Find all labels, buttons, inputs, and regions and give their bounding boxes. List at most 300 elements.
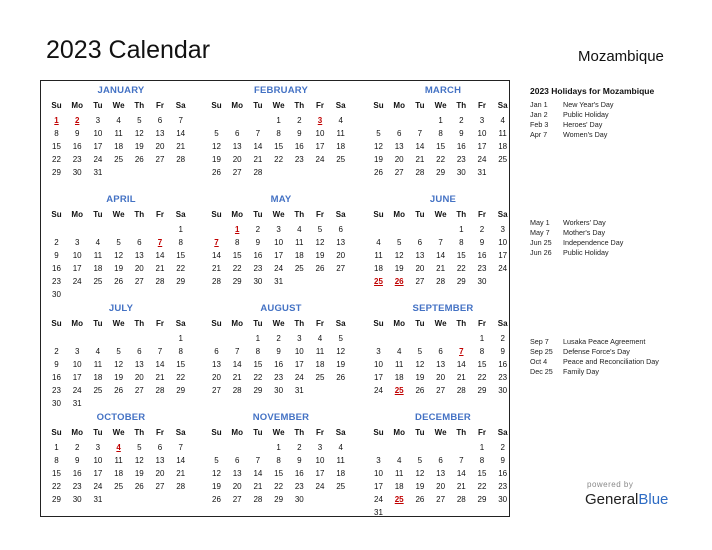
day-cell[interactable]: 29	[52, 167, 61, 177]
day-cell[interactable]: 7	[459, 455, 464, 465]
generalblue-logo[interactable]	[585, 491, 668, 508]
day-cell[interactable]: 21	[155, 372, 165, 382]
day-cell[interactable]: 1	[459, 225, 464, 234]
day-cell[interactable]: 5	[116, 346, 121, 356]
day-cell[interactable]: 14	[456, 359, 466, 369]
holiday-day-cell[interactable]: 1	[234, 225, 240, 234]
day-cell[interactable]: 13	[155, 128, 165, 138]
day-cell[interactable]: 24	[274, 263, 284, 273]
day-cell[interactable]: 20	[336, 250, 346, 260]
day-cell[interactable]: 22	[274, 154, 284, 164]
day-cell[interactable]: 10	[374, 359, 383, 369]
day-cell[interactable]: 12	[114, 250, 124, 260]
day-cell[interactable]: 1	[178, 334, 183, 343]
day-cell[interactable]: 29	[477, 385, 487, 395]
day-cell[interactable]: 11	[395, 468, 404, 478]
day-cell[interactable]: 19	[415, 372, 425, 382]
day-cell[interactable]: 19	[134, 141, 144, 151]
day-cell[interactable]: 18	[93, 263, 103, 273]
holiday-day-cell[interactable]: 25	[394, 494, 404, 504]
day-cell[interactable]: 23	[498, 481, 508, 491]
day-cell[interactable]: 2	[500, 443, 505, 452]
day-cell[interactable]: 25	[114, 154, 124, 164]
day-cell[interactable]: 3	[297, 334, 302, 343]
day-cell[interactable]: 23	[274, 372, 284, 382]
day-cell[interactable]: 21	[415, 154, 425, 164]
day-cell[interactable]: 28	[456, 494, 466, 504]
day-cell[interactable]: 27	[155, 481, 165, 491]
day-cell[interactable]: 24	[93, 481, 103, 491]
day-cell[interactable]: 13	[232, 141, 242, 151]
day-cell[interactable]: 28	[456, 385, 466, 395]
day-cell[interactable]: 18	[336, 468, 346, 478]
day-cell[interactable]: 17	[498, 250, 508, 260]
day-cell[interactable]: 8	[459, 237, 464, 247]
day-cell[interactable]: 17	[72, 372, 82, 382]
day-cell[interactable]: 17	[93, 468, 103, 478]
day-cell[interactable]: 3	[74, 346, 80, 356]
day-cell[interactable]: 7	[234, 346, 240, 356]
day-cell[interactable]: 13	[436, 468, 446, 478]
day-cell[interactable]: 9	[297, 455, 302, 465]
day-cell[interactable]: 2	[459, 116, 464, 125]
day-cell[interactable]: 8	[54, 128, 59, 138]
day-cell[interactable]: 7	[255, 128, 261, 138]
day-cell[interactable]: 8	[438, 128, 443, 138]
day-cell[interactable]: 30	[477, 276, 487, 286]
day-cell[interactable]: 20	[134, 263, 144, 273]
day-cell[interactable]: 18	[93, 372, 103, 382]
day-cell[interactable]: 7	[178, 443, 183, 452]
day-cell[interactable]: 15	[52, 468, 61, 478]
day-cell[interactable]: 8	[234, 237, 240, 247]
day-cell[interactable]: 20	[436, 372, 446, 382]
day-cell[interactable]: 9	[479, 237, 485, 247]
holiday-day-cell[interactable]: 25	[374, 276, 383, 286]
day-cell[interactable]: 14	[232, 359, 242, 369]
day-cell[interactable]: 23	[456, 154, 466, 164]
day-cell[interactable]: 4	[500, 116, 505, 125]
day-cell[interactable]: 19	[114, 263, 124, 273]
day-cell[interactable]: 26	[315, 263, 325, 273]
day-cell[interactable]: 3	[95, 443, 101, 452]
day-cell[interactable]: 31	[93, 167, 103, 177]
day-cell[interactable]: 5	[396, 237, 402, 247]
day-cell[interactable]: 21	[436, 263, 446, 273]
day-cell[interactable]: 5	[116, 237, 121, 247]
day-cell[interactable]: 21	[176, 468, 186, 478]
day-cell[interactable]: 7	[417, 128, 423, 138]
day-cell[interactable]: 20	[232, 154, 242, 164]
day-cell[interactable]: 21	[212, 263, 221, 273]
day-cell[interactable]: 16	[294, 468, 304, 478]
day-cell[interactable]: 10	[72, 250, 82, 260]
day-cell[interactable]: 1	[479, 443, 485, 452]
day-cell[interactable]: 29	[176, 385, 186, 395]
day-cell[interactable]: 22	[176, 263, 186, 273]
day-cell[interactable]: 1	[479, 334, 485, 343]
day-cell[interactable]: 22	[253, 372, 263, 382]
day-cell[interactable]: 10	[93, 128, 103, 138]
day-cell[interactable]: 10	[315, 455, 325, 465]
day-cell[interactable]: 27	[436, 494, 446, 504]
day-cell[interactable]: 18	[374, 263, 383, 273]
day-cell[interactable]: 11	[114, 455, 123, 465]
day-cell[interactable]: 15	[253, 359, 263, 369]
day-cell[interactable]: 8	[255, 346, 261, 356]
day-cell[interactable]: 20	[134, 372, 144, 382]
day-cell[interactable]: 2	[255, 225, 261, 234]
day-cell[interactable]: 4	[116, 116, 121, 125]
day-cell[interactable]: 4	[376, 237, 381, 247]
day-cell[interactable]: 2	[276, 334, 281, 343]
day-cell[interactable]: 26	[134, 154, 144, 164]
day-cell[interactable]: 12	[415, 468, 425, 478]
day-cell[interactable]: 24	[374, 385, 383, 395]
day-cell[interactable]: 25	[336, 154, 346, 164]
day-cell[interactable]: 28	[176, 481, 186, 491]
day-cell[interactable]: 11	[93, 250, 103, 260]
day-cell[interactable]: 29	[456, 276, 466, 286]
day-cell[interactable]: 30	[498, 385, 508, 395]
day-cell[interactable]: 18	[315, 359, 325, 369]
day-cell[interactable]: 6	[417, 237, 423, 247]
day-cell[interactable]: 22	[52, 481, 61, 491]
day-cell[interactable]: 20	[232, 481, 242, 491]
day-cell[interactable]: 12	[394, 250, 404, 260]
day-cell[interactable]: 4	[317, 334, 323, 343]
day-cell[interactable]: 15	[176, 250, 186, 260]
day-cell[interactable]: 6	[234, 455, 240, 465]
day-cell[interactable]: 17	[315, 468, 325, 478]
day-cell[interactable]: 28	[253, 167, 263, 177]
day-cell[interactable]: 15	[477, 468, 487, 478]
day-cell[interactable]: 30	[72, 494, 82, 504]
day-cell[interactable]: 1	[178, 225, 183, 234]
day-cell[interactable]: 27	[336, 263, 346, 273]
day-cell[interactable]: 21	[253, 481, 263, 491]
day-cell[interactable]: 26	[114, 276, 124, 286]
day-cell[interactable]: 25	[336, 481, 346, 491]
day-cell[interactable]: 26	[415, 385, 425, 395]
day-cell[interactable]: 23	[477, 263, 487, 273]
day-cell[interactable]: 26	[134, 481, 144, 491]
day-cell[interactable]: 3	[95, 116, 101, 125]
day-cell[interactable]: 28	[176, 154, 186, 164]
day-cell[interactable]: 29	[232, 276, 242, 286]
day-cell[interactable]: 30	[294, 494, 304, 504]
day-cell[interactable]: 6	[137, 237, 142, 247]
day-cell[interactable]: 4	[95, 346, 101, 356]
holiday-day-cell[interactable]: 1	[54, 116, 59, 125]
day-cell[interactable]: 19	[134, 468, 144, 478]
day-cell[interactable]: 12	[336, 346, 346, 356]
day-cell[interactable]: 18	[114, 468, 124, 478]
day-cell[interactable]: 21	[253, 154, 263, 164]
day-cell[interactable]: 16	[72, 468, 82, 478]
day-cell[interactable]: 11	[336, 128, 345, 138]
day-cell[interactable]: 28	[253, 494, 263, 504]
day-cell[interactable]: 4	[396, 346, 402, 356]
day-cell[interactable]: 11	[315, 346, 325, 356]
day-cell[interactable]: 31	[274, 276, 284, 286]
day-cell[interactable]: 23	[294, 154, 304, 164]
day-cell[interactable]: 22	[477, 372, 487, 382]
day-cell[interactable]: 15	[52, 141, 61, 151]
day-cell[interactable]: 18	[394, 372, 404, 382]
day-cell[interactable]: 14	[176, 455, 186, 465]
day-cell[interactable]: 30	[253, 276, 263, 286]
day-cell[interactable]: 27	[436, 385, 446, 395]
day-cell[interactable]: 13	[232, 468, 242, 478]
day-cell[interactable]: 28	[155, 385, 165, 395]
day-cell[interactable]: 14	[253, 141, 263, 151]
day-cell[interactable]: 17	[477, 141, 487, 151]
day-cell[interactable]: 27	[415, 276, 425, 286]
day-cell[interactable]: 27	[232, 167, 242, 177]
day-cell[interactable]: 24	[374, 494, 383, 504]
day-cell[interactable]: 22	[176, 372, 186, 382]
day-cell[interactable]: 12	[134, 455, 144, 465]
day-cell[interactable]: 25	[315, 372, 325, 382]
day-cell[interactable]: 30	[456, 167, 466, 177]
day-cell[interactable]: 10	[93, 455, 103, 465]
day-cell[interactable]: 6	[214, 346, 219, 356]
day-cell[interactable]: 3	[74, 237, 80, 247]
day-cell[interactable]: 12	[315, 237, 325, 247]
day-cell[interactable]: 12	[415, 359, 425, 369]
day-cell[interactable]: 24	[315, 481, 325, 491]
day-cell[interactable]: 4	[297, 225, 302, 234]
day-cell[interactable]: 30	[52, 289, 61, 299]
day-cell[interactable]: 6	[234, 128, 240, 138]
day-cell[interactable]: 14	[253, 468, 263, 478]
day-cell[interactable]: 6	[438, 346, 443, 356]
day-cell[interactable]: 22	[436, 154, 446, 164]
day-cell[interactable]: 17	[374, 372, 383, 382]
day-cell[interactable]: 30	[274, 385, 284, 395]
day-cell[interactable]: 24	[72, 385, 82, 395]
day-cell[interactable]: 25	[93, 385, 103, 395]
day-cell[interactable]: 9	[74, 455, 80, 465]
day-cell[interactable]: 9	[500, 455, 505, 465]
day-cell[interactable]: 12	[212, 468, 221, 478]
day-cell[interactable]: 29	[477, 494, 487, 504]
day-cell[interactable]: 28	[155, 276, 165, 286]
day-cell[interactable]: 28	[232, 385, 242, 395]
day-cell[interactable]: 1	[54, 443, 59, 452]
day-cell[interactable]: 13	[134, 359, 144, 369]
day-cell[interactable]: 4	[95, 237, 101, 247]
day-cell[interactable]: 22	[477, 481, 487, 491]
day-cell[interactable]: 16	[72, 141, 82, 151]
day-cell[interactable]: 8	[276, 128, 281, 138]
day-cell[interactable]: 28	[212, 276, 221, 286]
day-cell[interactable]: 10	[294, 346, 304, 356]
day-cell[interactable]: 15	[436, 141, 446, 151]
day-cell[interactable]: 8	[178, 237, 183, 247]
day-cell[interactable]: 25	[294, 263, 304, 273]
day-cell[interactable]: 16	[274, 359, 284, 369]
day-cell[interactable]: 20	[394, 154, 404, 164]
day-cell[interactable]: 9	[54, 250, 59, 260]
day-cell[interactable]: 8	[479, 455, 485, 465]
day-cell[interactable]: 11	[336, 455, 345, 465]
day-cell[interactable]: 16	[498, 468, 508, 478]
day-cell[interactable]: 9	[297, 128, 302, 138]
day-cell[interactable]: 27	[212, 385, 221, 395]
day-cell[interactable]: 2	[54, 346, 59, 356]
day-cell[interactable]: 19	[394, 263, 404, 273]
day-cell[interactable]: 14	[415, 141, 425, 151]
day-cell[interactable]: 21	[155, 263, 165, 273]
day-cell[interactable]: 30	[52, 398, 61, 408]
day-cell[interactable]: 13	[212, 359, 221, 369]
day-cell[interactable]: 26	[415, 494, 425, 504]
day-cell[interactable]: 26	[212, 167, 221, 177]
day-cell[interactable]: 31	[72, 398, 82, 408]
day-cell[interactable]: 23	[72, 154, 82, 164]
day-cell[interactable]: 4	[338, 443, 343, 452]
day-cell[interactable]: 29	[52, 494, 61, 504]
day-cell[interactable]: 29	[274, 494, 284, 504]
day-cell[interactable]: 6	[157, 443, 163, 452]
day-cell[interactable]: 23	[52, 385, 61, 395]
day-cell[interactable]: 11	[395, 359, 404, 369]
day-cell[interactable]: 24	[294, 372, 304, 382]
day-cell[interactable]: 1	[255, 334, 261, 343]
day-cell[interactable]: 23	[72, 481, 82, 491]
day-cell[interactable]: 31	[374, 507, 383, 517]
day-cell[interactable]: 4	[338, 116, 343, 125]
day-cell[interactable]: 27	[232, 494, 242, 504]
day-cell[interactable]: 13	[134, 250, 144, 260]
day-cell[interactable]: 24	[315, 154, 325, 164]
day-cell[interactable]: 15	[176, 359, 186, 369]
day-cell[interactable]: 5	[338, 334, 343, 343]
day-cell[interactable]: 6	[438, 455, 443, 465]
day-cell[interactable]: 10	[498, 237, 508, 247]
day-cell[interactable]: 19	[212, 154, 221, 164]
day-cell[interactable]: 5	[137, 443, 142, 452]
day-cell[interactable]: 20	[436, 481, 446, 491]
day-cell[interactable]: 28	[436, 276, 446, 286]
day-cell[interactable]: 6	[137, 346, 142, 356]
day-cell[interactable]: 23	[52, 276, 61, 286]
day-cell[interactable]: 1	[276, 443, 281, 452]
day-cell[interactable]: 6	[157, 116, 163, 125]
day-cell[interactable]: 22	[52, 154, 61, 164]
day-cell[interactable]: 5	[214, 455, 219, 465]
day-cell[interactable]: 13	[436, 359, 446, 369]
day-cell[interactable]: 27	[155, 154, 165, 164]
day-cell[interactable]: 8	[178, 346, 183, 356]
day-cell[interactable]: 21	[456, 481, 466, 491]
day-cell[interactable]: 9	[500, 346, 505, 356]
day-cell[interactable]: 15	[477, 359, 487, 369]
day-cell[interactable]: 19	[374, 154, 383, 164]
day-cell[interactable]: 22	[456, 263, 466, 273]
day-cell[interactable]: 5	[137, 116, 142, 125]
day-cell[interactable]: 16	[477, 250, 487, 260]
day-cell[interactable]: 2	[54, 237, 59, 247]
day-cell[interactable]: 3	[317, 443, 323, 452]
day-cell[interactable]: 14	[456, 468, 466, 478]
day-cell[interactable]: 8	[479, 346, 485, 356]
day-cell[interactable]: 12	[374, 141, 383, 151]
day-cell[interactable]: 10	[315, 128, 325, 138]
day-cell[interactable]: 17	[274, 250, 284, 260]
day-cell[interactable]: 8	[276, 455, 281, 465]
day-cell[interactable]: 21	[176, 141, 186, 151]
day-cell[interactable]: 16	[294, 141, 304, 151]
day-cell[interactable]: 12	[134, 128, 144, 138]
day-cell[interactable]: 16	[52, 263, 61, 273]
day-cell[interactable]: 23	[253, 263, 263, 273]
day-cell[interactable]: 9	[54, 359, 59, 369]
day-cell[interactable]: 11	[93, 359, 103, 369]
day-cell[interactable]: 10	[477, 128, 487, 138]
day-cell[interactable]: 11	[498, 128, 507, 138]
day-cell[interactable]: 4	[396, 455, 402, 465]
day-cell[interactable]: 18	[394, 481, 404, 491]
day-cell[interactable]: 23	[294, 481, 304, 491]
day-cell[interactable]: 27	[134, 276, 144, 286]
day-cell[interactable]: 25	[498, 154, 508, 164]
day-cell[interactable]: 26	[212, 494, 221, 504]
day-cell[interactable]: 24	[477, 154, 487, 164]
day-cell[interactable]: 11	[295, 237, 304, 247]
day-cell[interactable]: 15	[274, 141, 284, 151]
day-cell[interactable]: 13	[155, 455, 165, 465]
day-cell[interactable]: 15	[456, 250, 466, 260]
day-cell[interactable]: 29	[176, 276, 186, 286]
day-cell[interactable]: 17	[72, 263, 82, 273]
day-cell[interactable]: 31	[93, 494, 103, 504]
day-cell[interactable]: 24	[72, 276, 82, 286]
day-cell[interactable]: 8	[54, 455, 59, 465]
day-cell[interactable]: 10	[274, 237, 284, 247]
day-cell[interactable]: 11	[374, 250, 383, 260]
day-cell[interactable]: 16	[498, 359, 508, 369]
day-cell[interactable]: 15	[232, 250, 242, 260]
day-cell[interactable]: 20	[415, 263, 425, 273]
day-cell[interactable]: 2	[297, 443, 302, 452]
day-cell[interactable]: 3	[376, 455, 381, 465]
day-cell[interactable]: 17	[315, 141, 325, 151]
day-cell[interactable]: 11	[114, 128, 123, 138]
day-cell[interactable]: 20	[155, 141, 165, 151]
day-cell[interactable]: 18	[294, 250, 304, 260]
holiday-day-cell[interactable]: 25	[394, 385, 404, 395]
day-cell[interactable]: 17	[374, 481, 383, 491]
day-cell[interactable]: 16	[253, 250, 263, 260]
day-cell[interactable]: 2	[297, 116, 302, 125]
day-cell[interactable]: 7	[255, 455, 261, 465]
day-cell[interactable]: 12	[114, 359, 124, 369]
day-cell[interactable]: 5	[214, 128, 219, 138]
holiday-day-cell[interactable]: 7	[157, 237, 163, 247]
day-cell[interactable]: 29	[436, 167, 446, 177]
day-cell[interactable]: 14	[212, 250, 221, 260]
day-cell[interactable]: 3	[276, 225, 281, 234]
day-cell[interactable]: 14	[436, 250, 446, 260]
day-cell[interactable]: 3	[376, 346, 381, 356]
holiday-day-cell[interactable]: 7	[459, 346, 464, 356]
day-cell[interactable]: 18	[114, 141, 124, 151]
day-cell[interactable]: 29	[253, 385, 263, 395]
day-cell[interactable]: 31	[294, 385, 304, 395]
